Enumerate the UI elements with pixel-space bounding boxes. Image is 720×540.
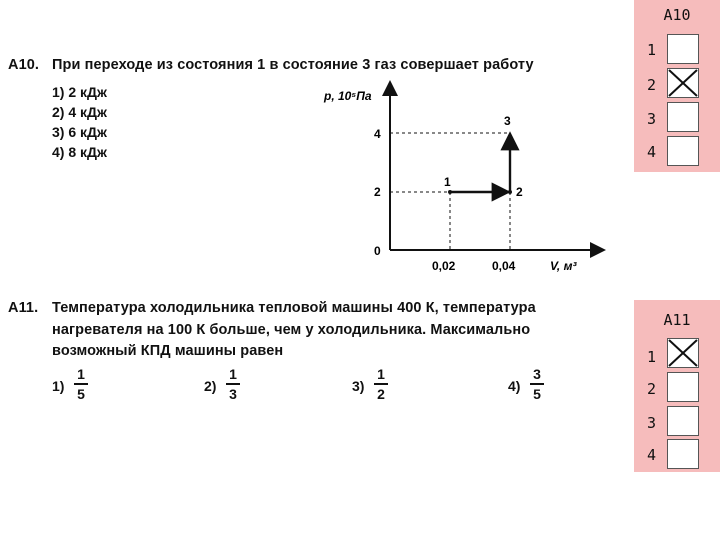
a11-choice-box-3[interactable] — [667, 406, 699, 436]
pv-graph — [310, 78, 610, 278]
a10-option-4: 4) 8 кДж — [52, 144, 107, 160]
a11-code: А11. — [8, 300, 39, 316]
a11-option-2-prefix: 2) — [204, 378, 217, 394]
state-point-1 — [448, 190, 452, 194]
a11-option-1-numerator: 1 — [77, 366, 85, 382]
a10-choice-label-3: 3 — [647, 110, 657, 128]
a11-option-4-prefix: 4) — [508, 378, 521, 394]
answer-panel-a10-title: А10 — [663, 6, 691, 24]
a10-option-3: 3) 6 кДж — [52, 124, 107, 140]
a10-choice-label-1: 1 — [647, 41, 657, 59]
a10-choice-box-3[interactable] — [667, 102, 699, 132]
a11-option-2-fraction — [226, 366, 240, 402]
a11-option-1-denominator: 5 — [77, 385, 85, 402]
y-tick-0: 0 — [374, 244, 381, 258]
y-axis-label: p, 10⁵Па — [324, 89, 372, 103]
a11-choice-box-1[interactable] — [667, 338, 699, 368]
a11-option-4-denominator: 5 — [533, 385, 541, 402]
answer-panel-a11-title: А11 — [663, 311, 691, 329]
a11-option-1-fraction — [74, 366, 88, 402]
a11-option-3-numerator: 1 — [377, 366, 385, 382]
a11-choice-box-2[interactable] — [667, 372, 699, 402]
state-label-3: 3 — [504, 114, 511, 128]
a11-question-line-1: Температура холодильника тепловой машины 400 К, температура — [52, 300, 536, 316]
a11-option-1-prefix: 1) — [52, 378, 65, 394]
answer-panel-a11 — [634, 300, 720, 472]
a11-option-3-denominator: 2 — [377, 385, 385, 402]
a10-choice-label-2: 2 — [647, 76, 657, 94]
a10-code: А10. — [8, 57, 40, 73]
a10-choice-label-4: 4 — [647, 143, 657, 161]
a10-option-2: 2) 4 кДж — [52, 104, 107, 120]
a10-choice-box-4[interactable] — [667, 136, 699, 166]
a10-choice-box-2[interactable] — [667, 68, 699, 98]
checked-x-icon — [668, 339, 698, 367]
a11-option-3-prefix: 3) — [352, 378, 365, 394]
a11-choice-label-3: 3 — [647, 414, 657, 432]
x-tick-002: 0,02 — [432, 259, 456, 273]
a11-option-4-numerator: 3 — [533, 366, 541, 382]
state-label-2: 2 — [516, 185, 523, 199]
answer-panel-a10 — [634, 0, 720, 172]
a11-choice-label-4: 4 — [647, 446, 657, 464]
y-tick-2: 2 — [374, 185, 381, 199]
a11-option-3-fraction — [374, 366, 388, 402]
x-tick-004: 0,04 — [492, 259, 516, 273]
a11-question-line-2: нагревателя на 100 К больше, чем у холодильника. Максимально — [52, 322, 531, 338]
a11-choice-label-1: 1 — [647, 348, 657, 366]
x-axis-label: V, м³ — [550, 259, 577, 273]
a11-choice-box-4[interactable] — [667, 439, 699, 469]
y-tick-4: 4 — [374, 127, 381, 141]
state-label-1: 1 — [444, 175, 451, 189]
a10-question-text: При переходе из состояния 1 в состояние 3 газ совершает работу — [52, 57, 534, 73]
a10-choice-box-1[interactable] — [667, 34, 699, 64]
a10-option-1: 1) 2 кДж — [52, 84, 107, 100]
checked-x-icon — [668, 69, 698, 97]
a11-option-2-numerator: 1 — [229, 366, 237, 382]
a11-question-line-3: возможный КПД машины равен — [52, 343, 284, 359]
a11-choice-label-2: 2 — [647, 380, 657, 398]
a11-option-4-fraction — [530, 366, 544, 402]
state-point-2 — [508, 190, 512, 194]
a11-option-2-denominator: 3 — [229, 385, 237, 402]
